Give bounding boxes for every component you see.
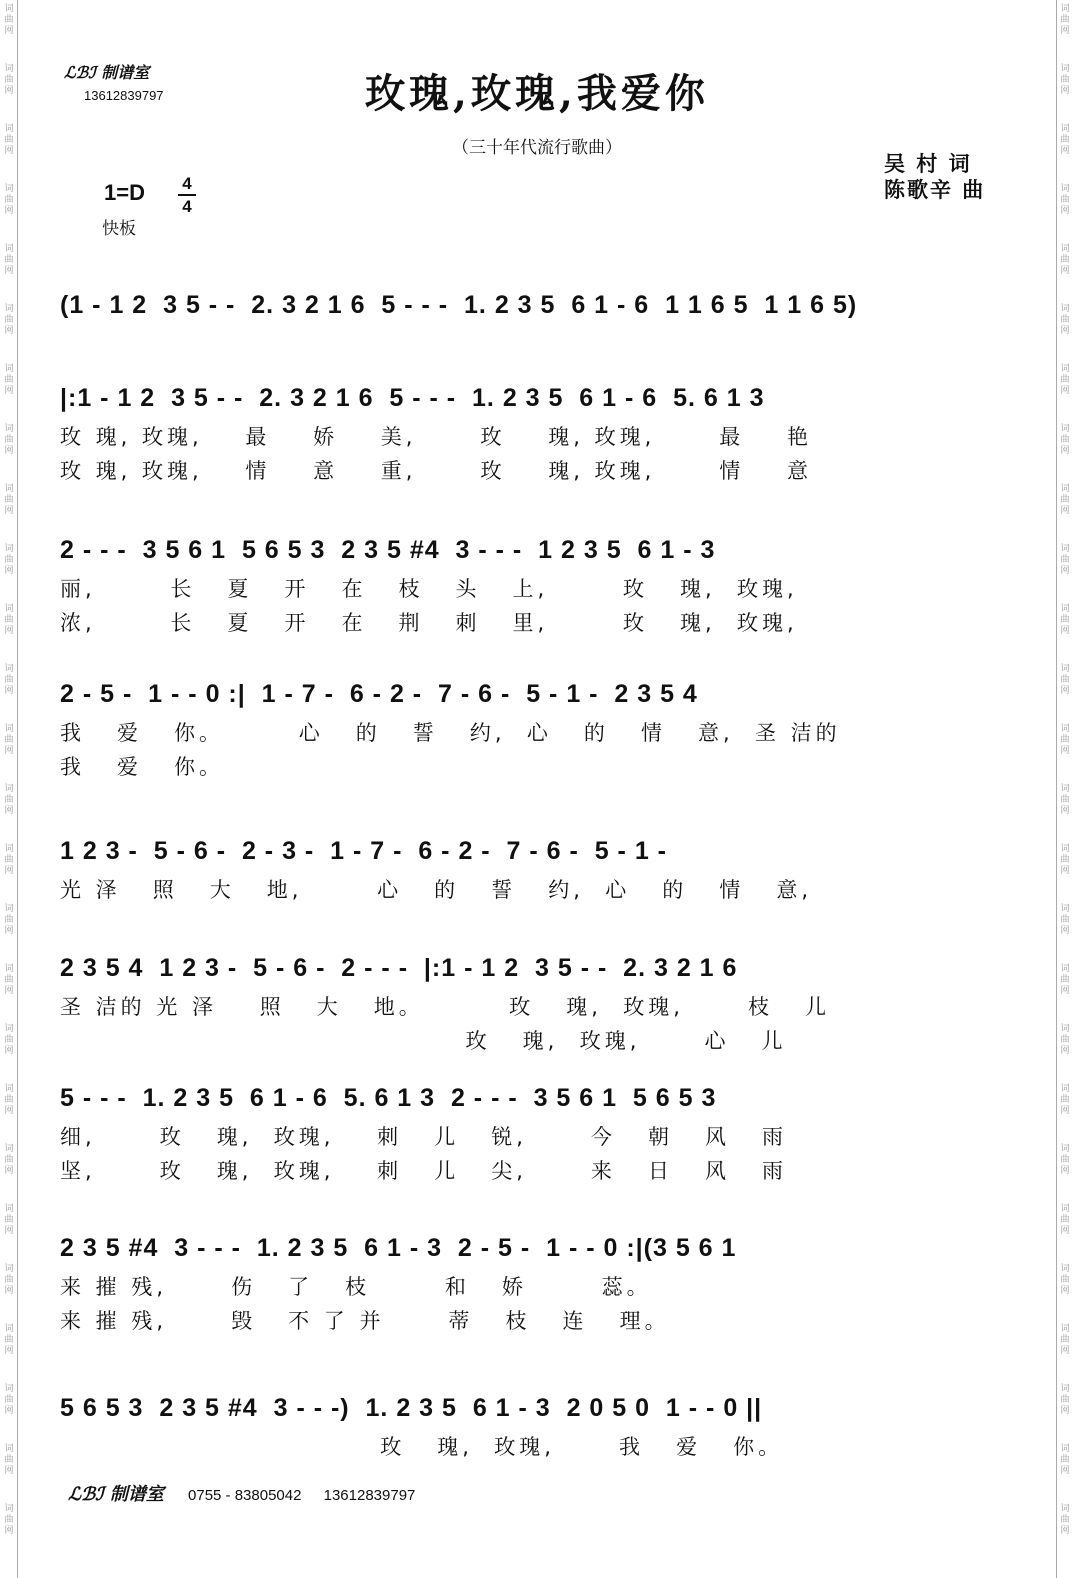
watermark-text: 词曲网	[1060, 484, 1070, 516]
studio-logo: ℒℬℐ 制谱室	[64, 63, 150, 82]
footer-office-phone: 0755 - 83805042	[188, 1487, 302, 1504]
watermark-text: 词曲网	[4, 1444, 14, 1476]
score-system-5	[60, 833, 1004, 953]
time-signature	[176, 174, 198, 216]
watermark-text: 词曲网	[4, 1384, 14, 1416]
watermark-text: 词曲网	[4, 904, 14, 936]
watermark-text: 词曲网	[4, 784, 14, 816]
watermark-text: 词曲网	[1060, 904, 1070, 936]
lyric-verse-1: 玫 瑰, 玫瑰, 最 娇 美, 玫 瑰, 玫瑰, 最 艳	[60, 425, 813, 449]
lyric-verse-1: 丽, 长 夏 开 在 枝 头 上, 玫 瑰, 玫瑰,	[60, 577, 798, 601]
watermark-text: 词曲网	[1060, 64, 1070, 96]
meter-divider	[178, 194, 196, 196]
watermark-text: 词曲网	[1060, 784, 1070, 816]
notation-line: 2 3 5 #4 3 - - - 1. 2 3 5 6 1 - 3 2 - 5 - 1 - - 0 :|(3 5 6 1	[60, 1234, 737, 1262]
meter-top: 4	[182, 174, 192, 193]
watermark-text: 词曲网	[1060, 244, 1070, 276]
lyric-verse-1: 细, 玫 瑰, 玫瑰, 刺 儿 锐, 今 朝 风 雨	[60, 1125, 788, 1149]
watermark-text: 词曲网	[4, 124, 14, 156]
watermark-text: 词曲网	[4, 544, 14, 576]
watermark-text: 词曲网	[4, 664, 14, 696]
watermark-text: 词曲网	[1060, 1144, 1070, 1176]
watermark-text: 词曲网	[4, 964, 14, 996]
score-system-2	[60, 380, 1004, 500]
watermark-text: 词曲网	[4, 184, 14, 216]
lyric-verse-2: 来 摧 残, 毁 不 了 并 蒂 枝 连 理。	[60, 1309, 670, 1333]
footer-brand: ℒℬℐ 制谱室	[68, 1484, 164, 1505]
watermark-text: 词曲网	[1060, 364, 1070, 396]
studio-phone: 13612839797	[84, 88, 164, 103]
watermark-text: 词曲网	[1060, 1384, 1070, 1416]
watermark-text: 词曲网	[1060, 4, 1070, 36]
watermark-text: 词曲网	[1060, 664, 1070, 696]
lyric-verse-2: 玫 瑰, 玫瑰, 情 意 重, 玫 瑰, 玫瑰, 情 意	[60, 459, 813, 483]
watermark-text: 词曲网	[1060, 184, 1070, 216]
watermark-text: 词曲网	[1060, 964, 1070, 996]
watermark-text: 词曲网	[4, 484, 14, 516]
footer	[68, 1480, 433, 1506]
watermark-text: 词曲网	[4, 64, 14, 96]
notation-line: 2 - 5 - 1 - - 0 :| 1 - 7 - 6 - 2 - 7 - 6 - 5 - 1 - 2 3 5 4	[60, 680, 698, 708]
meter-bottom: 4	[182, 197, 192, 216]
lyric-verse-1: 光 泽 照 大 地, 心 的 誓 约, 心 的 情 意,	[60, 878, 813, 902]
notation-line: 5 - - - 1. 2 3 5 6 1 - 6 5. 6 1 3 2 - - - 3 5 6 1 5 6 5 3	[60, 1084, 717, 1112]
lyric-verse-1: 玫 瑰, 玫瑰, 我 爱 你。	[60, 1435, 784, 1459]
watermark-text: 词曲网	[1060, 1024, 1070, 1056]
watermark-text: 词曲网	[1060, 1324, 1070, 1356]
lyric-verse-2: 玫 瑰, 玫瑰, 心 儿	[60, 1029, 787, 1053]
lyric-verse-1: 圣 洁的 光 泽 照 大 地。 玫 瑰, 玫瑰, 枝 儿	[60, 995, 830, 1019]
notation-line: (1 - 1 2 3 5 - - 2. 3 2 1 6 5 - - - 1. 2 3 5 6 1 - 6 1 1 6 5 1 1 6 5)	[60, 291, 858, 319]
tempo-marking: 快板	[102, 219, 136, 239]
lyric-verse-1: 我 爱 你。 心 的 誓 约, 心 的 情 意, 圣 洁的	[60, 721, 841, 745]
watermark-text: 词曲网	[4, 604, 14, 636]
watermark-text: 词曲网	[4, 1144, 14, 1176]
watermark-text: 词曲网	[4, 1504, 14, 1536]
watermark-text: 词曲网	[1060, 1204, 1070, 1236]
score-system-6	[60, 950, 1004, 1070]
watermark-text: 词曲网	[1060, 1444, 1070, 1476]
score-system-8	[60, 1230, 1004, 1350]
notation-line: 2 3 5 4 1 2 3 - 5 - 6 - 2 - - - |:1 - 1 2 3 5 - - 2. 3 2 1 6	[60, 954, 738, 982]
composer-credit: 陈歌辛 曲	[884, 178, 986, 202]
watermark-text: 词曲网	[1060, 1084, 1070, 1116]
notation-line: |:1 - 1 2 3 5 - - 2. 3 2 1 6 5 - - - 1. 2 3 5 6 1 - 6 5. 6 1 3	[60, 384, 765, 412]
right-watermark-strip	[1056, 0, 1074, 1578]
notation-line: 1 2 3 - 5 - 6 - 2 - 3 - 1 - 7 - 6 - 2 - 7 - 6 - 5 - 1 -	[60, 837, 667, 865]
lyric-verse-2: 浓, 长 夏 开 在 荆 刺 里, 玫 瑰, 玫瑰,	[60, 611, 798, 635]
watermark-text: 词曲网	[1060, 544, 1070, 576]
watermark-text: 词曲网	[4, 424, 14, 456]
watermark-text: 词曲网	[4, 1084, 14, 1116]
lyric-verse-2: 坚, 玫 瑰, 玫瑰, 刺 儿 尖, 来 日 风 雨	[60, 1159, 788, 1183]
watermark-text: 词曲网	[4, 1324, 14, 1356]
watermark-text: 词曲网	[4, 244, 14, 276]
watermark-text: 词曲网	[1060, 724, 1070, 756]
score-system-4	[60, 676, 1004, 796]
watermark-text: 词曲网	[4, 1204, 14, 1236]
watermark-text: 词曲网	[1060, 604, 1070, 636]
watermark-text: 词曲网	[4, 1264, 14, 1296]
left-watermark-strip	[0, 0, 18, 1578]
watermark-text: 词曲网	[1060, 1264, 1070, 1296]
watermark-text: 词曲网	[4, 1024, 14, 1056]
watermark-text: 词曲网	[1060, 1504, 1070, 1536]
song-subtitle: （三十年代流行歌曲）	[452, 138, 622, 158]
footer-mobile-phone: 13612839797	[323, 1487, 416, 1504]
score-system-3	[60, 532, 1004, 652]
watermark-text: 词曲网	[4, 4, 14, 36]
watermark-text: 词曲网	[4, 364, 14, 396]
watermark-text: 词曲网	[1060, 304, 1070, 336]
lyric-verse-2: 我 爱 你。	[60, 755, 225, 779]
watermark-text: 词曲网	[4, 304, 14, 336]
notation-line: 5 6 5 3 2 3 5 #4 3 - - -) 1. 2 3 5 6 1 - 3 2 0 5 0 1 - - 0 ||	[60, 1394, 763, 1422]
score-system-7	[60, 1080, 1004, 1200]
lyric-verse-1: 来 摧 残, 伤 了 枝 和 娇 蕊。	[60, 1275, 652, 1299]
lyricist-credit: 吴 村 词	[884, 152, 972, 176]
watermark-text: 词曲网	[4, 724, 14, 756]
notation-line: 2 - - - 3 5 6 1 5 6 5 3 2 3 5 #4 3 - - - 1 2 3 5 6 1 - 3	[60, 536, 716, 564]
watermark-text: 词曲网	[1060, 844, 1070, 876]
key-signature: 1=D	[104, 180, 145, 205]
watermark-text: 词曲网	[1060, 124, 1070, 156]
song-title: 玫瑰,玫瑰,我爱你	[365, 70, 709, 117]
watermark-text: 词曲网	[1060, 424, 1070, 456]
watermark-text: 词曲网	[4, 844, 14, 876]
